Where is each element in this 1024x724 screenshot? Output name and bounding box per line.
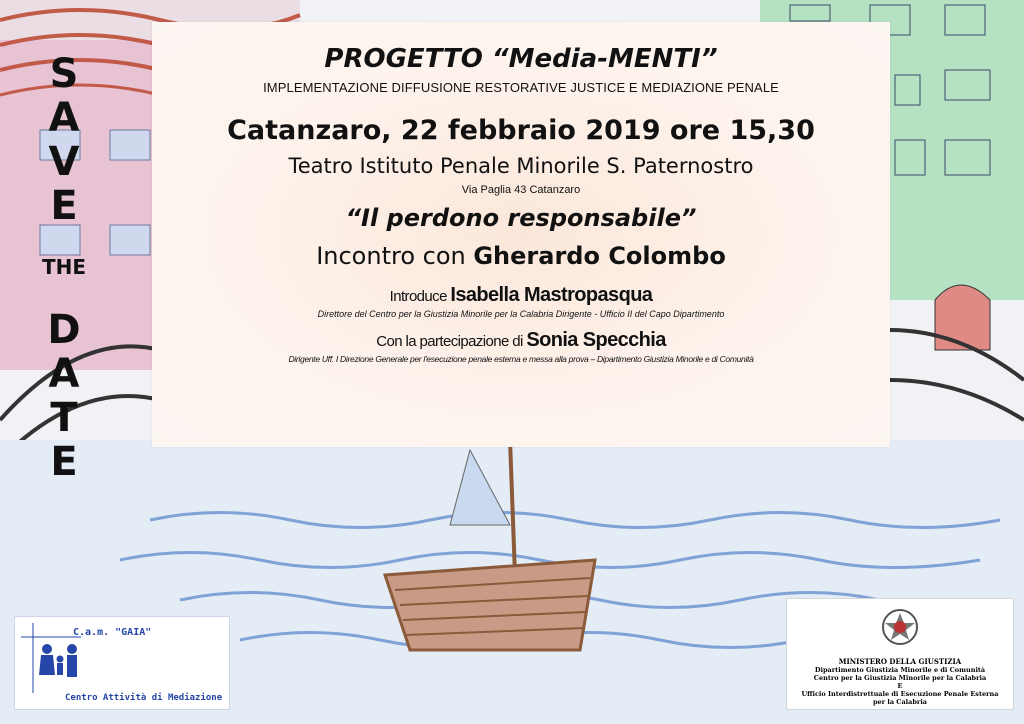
participation-name: Sonia Specchia (526, 329, 666, 351)
word-the: THE (41, 255, 87, 279)
ministry-logo (786, 598, 1014, 710)
save-the-date (34, 52, 94, 484)
letter-t: T (50, 395, 78, 441)
ministry-line: per la Calabria (872, 698, 928, 706)
letter-v: V (48, 139, 80, 185)
ministry-title: MINISTERO DELLA GIUSTIZIA (838, 657, 962, 666)
event-address: Via Paglia 43 Catanzaro (461, 184, 581, 196)
letter-e2: E (50, 439, 78, 485)
gaia-name: C.a.m. "GAIA" (73, 627, 152, 638)
letter-s: S (49, 51, 79, 97)
participation-prefix: Con la partecipazione di (376, 333, 523, 350)
ministry-line: E (897, 682, 903, 690)
project-title: PROGETTO “Media-MENTI” (324, 44, 718, 74)
event-venue: Teatro Istituto Penale Minorile S. Paternostro (288, 154, 754, 178)
gaia-logo (14, 616, 230, 710)
event-date: Catanzaro, 22 febbraio 2019 ore 15,30 (227, 115, 815, 146)
letter-a2: A (48, 351, 80, 397)
letter-d: D (47, 307, 81, 353)
participation-line (152, 329, 890, 352)
meeting-name: Gherardo Colombo (473, 242, 726, 270)
intro-line (152, 284, 890, 307)
meeting-prefix: Incontro con (316, 242, 466, 270)
project-subtitle: IMPLEMENTAZIONE DIFFUSIONE RESTORATIVE JUSTICE E MEDIAZIONE PENALE (263, 80, 779, 95)
ministry-line: Centro per la Giustizia Minorile per la Calabria (813, 674, 987, 682)
intro-name: Isabella Mastropasqua (450, 284, 653, 306)
letter-e: E (50, 183, 78, 229)
gaia-subtitle: Centro Attività di Mediazione (65, 693, 223, 703)
italian-emblem-icon (880, 607, 920, 651)
event-theme: “Il perdono responsabile” (345, 204, 697, 232)
ministry-line: Dipartimento Giustizia Minorile e di Comunità (814, 666, 986, 674)
participation-role: Dirigente Uff. I Direzione Generale per l'esecuzione penale esterna e messa alla prova – Dipartimento Giustizia Minorile e di Comunità (288, 354, 754, 364)
letter-a: A (48, 95, 80, 141)
meeting-line (152, 242, 890, 270)
intro-prefix: Introduce (389, 288, 447, 305)
intro-role: Direttore del Centro per la Giustizia Minorile per la Calabria Dirigente - Ufficio II del Capo Dipartimento (317, 309, 725, 319)
ministry-line: Ufficio Interdistrettuale di Esecuzione Penale Esterna (801, 690, 999, 698)
event-card (152, 22, 890, 447)
family-icon (21, 623, 81, 693)
